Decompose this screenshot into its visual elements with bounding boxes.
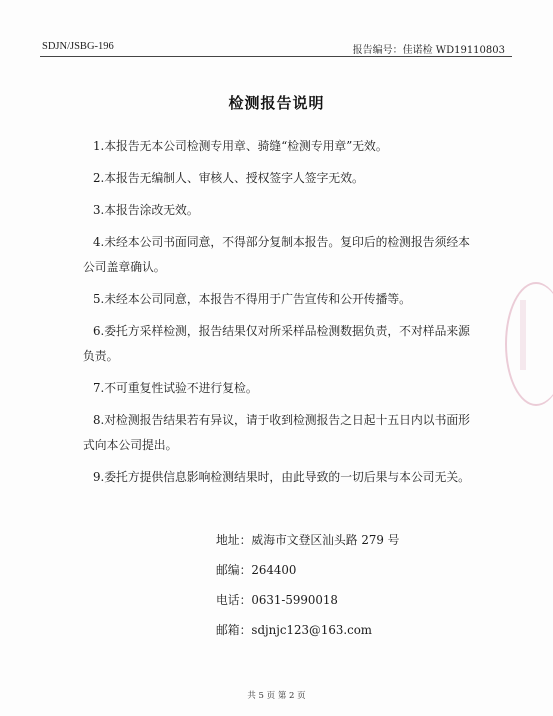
note-item-5 [93, 287, 503, 312]
page-title: 检测报告说明 [228, 94, 325, 112]
note-item-6 [83, 319, 503, 369]
note-text: 8.对检测报告结果若有异议，请于收到检测报告之日起十五日内以书面形 [93, 413, 470, 427]
note-text: 4.未经本公司书面同意，不得部分复制本报告。复印后的检测报告须经本 [93, 235, 470, 249]
report-number: 报告编号：佳诺检 WD19110803 [352, 45, 505, 56]
note-text: 6.委托方采样检测，报告结果仅对所采样品检测数据负责，不对样品来源 [93, 324, 470, 338]
note-item-9 [93, 465, 503, 490]
header-divider [40, 56, 512, 57]
contact-address: 地址：威海市文登区汕头路 279 号 [216, 533, 400, 547]
contact-phone: 电话：0631-5990018 [216, 593, 338, 607]
note-item-2 [93, 166, 503, 191]
note-text-continued: 负责。 [83, 349, 119, 363]
contact-postcode: 邮编：264400 [216, 563, 297, 577]
note-text: 5.未经本公司同意，本报告不得用于广告宣传和公开传播等。 [93, 292, 411, 306]
note-text-continued: 公司盖章确认。 [83, 260, 166, 274]
contact-email: 邮箱：sdjnjc123@163.com [216, 623, 372, 637]
note-item-8 [83, 408, 503, 458]
note-text: 7.不可重复性试验不进行复检。 [93, 381, 258, 395]
note-text-continued: 式向本公司提出。 [83, 438, 178, 452]
note-text: 9.委托方提供信息影响检测结果时，由此导致的一切后果与本公司无关。 [93, 470, 470, 484]
note-item-1 [93, 134, 503, 159]
note-text: 2.本报告无编制人、审核人、授权签字人签字无效。 [93, 171, 364, 185]
seam-stamp-trace [505, 282, 553, 406]
note-item-7 [93, 376, 503, 401]
note-text: 1.本报告无本公司检测专用章、骑缝“检测专用章”无效。 [93, 139, 388, 153]
note-text: 3.本报告涂改无效。 [93, 203, 199, 217]
page-number: 共 5 页 第 2 页 [247, 691, 306, 701]
note-item-3 [93, 198, 503, 223]
seam-stamp-mark [520, 300, 526, 370]
contact-block [216, 527, 399, 647]
note-item-4 [83, 230, 503, 280]
notes-list [83, 134, 503, 497]
document-code: SDJN/JSBG-196 [42, 41, 114, 52]
